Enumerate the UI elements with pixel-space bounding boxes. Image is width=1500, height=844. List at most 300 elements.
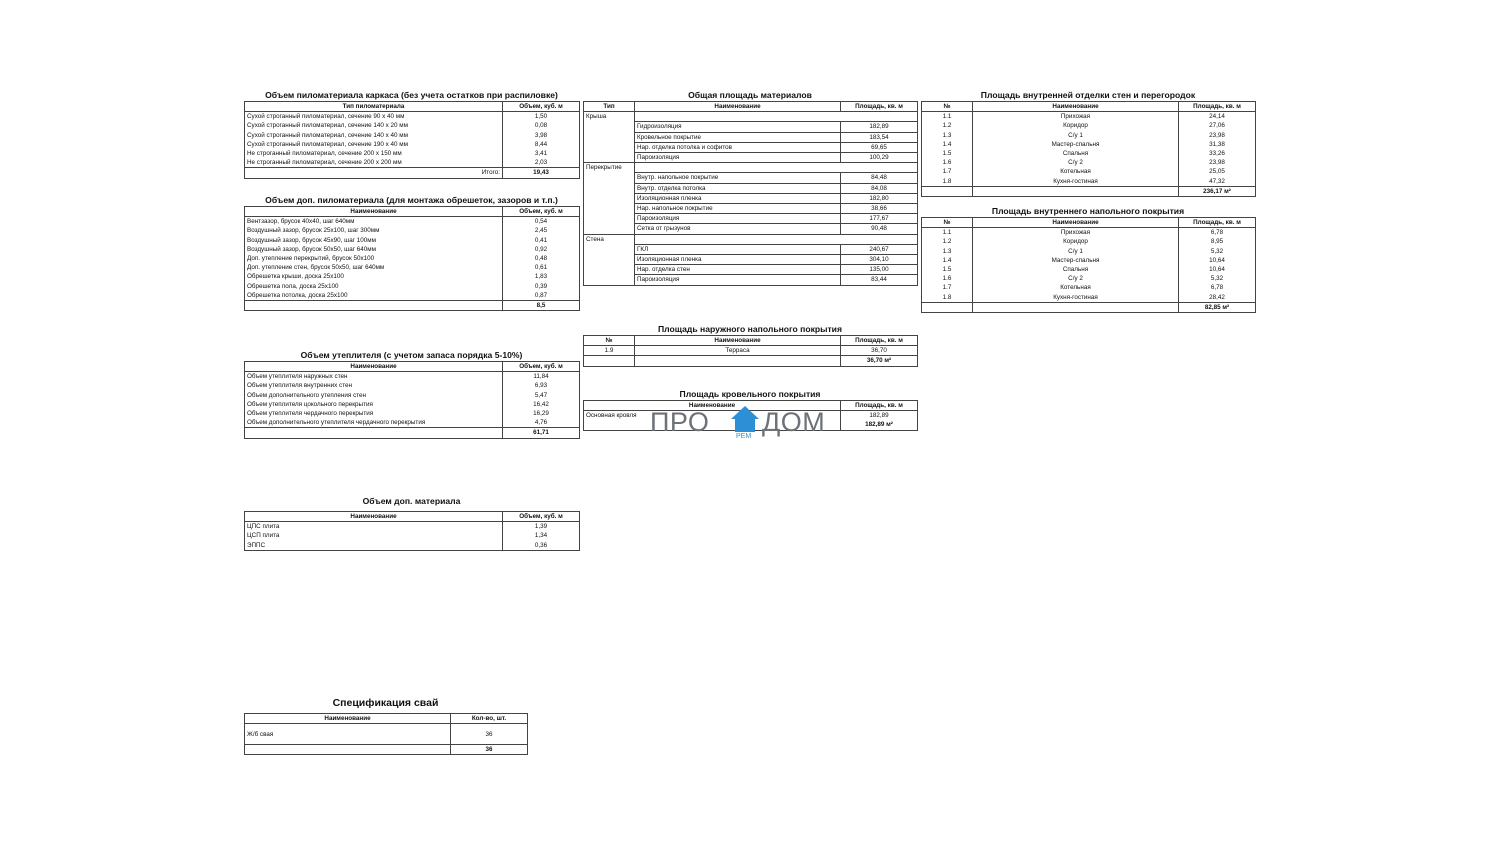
piles-table xyxy=(244,713,528,755)
cell-number: 1.5 xyxy=(922,265,973,274)
table-row xyxy=(584,142,918,152)
cell-value: 3,98 xyxy=(503,131,580,140)
column-header: Наименование xyxy=(245,714,451,724)
cell-name: Мастер-спальня xyxy=(973,256,1179,265)
table-row xyxy=(922,237,1256,246)
lumber-title: Объем пиломатериала каркаса (без учета остатков при распиловке) xyxy=(265,90,558,100)
cell-name: Вентзазор, брусок 40х40, шаг 640мм xyxy=(245,217,503,227)
cell-name: Объем утеплителя внутренних стен xyxy=(245,381,503,390)
total-value: 36 xyxy=(451,745,528,755)
table-row xyxy=(922,283,1256,292)
column-header: Площадь, кв. м xyxy=(1179,102,1256,112)
table-row xyxy=(922,121,1256,130)
cell-name: Спальня xyxy=(973,265,1179,274)
cell-name: Объем утеплителя наружных стен xyxy=(245,372,503,382)
total-value: 236,17 м² xyxy=(1179,186,1256,196)
cell-value: 0,36 xyxy=(503,541,580,551)
cell-name: Сухой строганный пиломатериал, сечение 140 х 20 мм xyxy=(245,121,503,130)
cell-name: Ж/б свая xyxy=(245,724,451,745)
cell-number: 1.8 xyxy=(922,177,973,187)
total-row xyxy=(922,302,1256,312)
interior-walls-rows xyxy=(922,112,1256,187)
cell-name: Пароизоляция xyxy=(635,275,841,285)
cell-number: 1.3 xyxy=(922,131,973,140)
table-row xyxy=(922,140,1256,149)
cell-value: 16,42 xyxy=(503,400,580,409)
table-row xyxy=(584,346,918,356)
table-row xyxy=(245,263,580,272)
table-header-row xyxy=(584,336,918,346)
insulation-title: Объем утеплителя (с учетом запаса порядка 5-10%) xyxy=(300,350,523,360)
group-spacer xyxy=(635,163,841,173)
table-row xyxy=(922,149,1256,158)
table-row xyxy=(245,149,580,158)
piles-rows xyxy=(245,724,528,745)
table-row xyxy=(245,531,580,540)
cell-name: Пароизоляция xyxy=(635,153,841,163)
type-spacer xyxy=(584,204,635,214)
column-header: Наименование xyxy=(635,336,841,346)
table-row xyxy=(922,228,1256,238)
outdoor-floor-title: Площадь наружного напольного покрытия xyxy=(658,324,842,334)
group-row xyxy=(584,163,918,173)
table-row xyxy=(245,282,580,291)
cell-name: Пароизоляция xyxy=(635,214,841,224)
logo-subtext: РЕМ xyxy=(736,433,752,440)
table-row xyxy=(245,245,580,254)
cell-value: 182,89 xyxy=(841,411,918,421)
table-row xyxy=(584,244,918,254)
cell-value: 0,48 xyxy=(503,254,580,263)
column-header: Кол-во, шт. xyxy=(451,714,528,724)
group-type: Стена xyxy=(584,234,635,244)
cell-value: 5,32 xyxy=(1179,274,1256,283)
cell-number: 1.7 xyxy=(922,283,973,292)
extra-lumber-section xyxy=(244,195,579,311)
lumber-section xyxy=(244,90,579,179)
table-row xyxy=(922,293,1256,303)
column-header: № xyxy=(584,336,635,346)
cell-name: Объем утеплителя цокольного перекрытия xyxy=(245,400,503,409)
cell-value: 182,89 xyxy=(841,122,918,132)
cell-name: Мастер-спальня xyxy=(973,140,1179,149)
column-header: Площадь, кв. м xyxy=(1179,218,1256,228)
interior-walls-section xyxy=(921,90,1255,197)
cell-value: 23,98 xyxy=(1179,131,1256,140)
column-header: Наименование xyxy=(245,362,503,372)
table-row xyxy=(922,177,1256,187)
cell-value: 28,42 xyxy=(1179,293,1256,303)
cell-name: ГКЛ xyxy=(635,244,841,254)
cell-value: 5,32 xyxy=(1179,247,1256,256)
group-type: Перекрытие xyxy=(584,163,635,173)
column-header: Площадь, кв. м xyxy=(841,336,918,346)
total-row xyxy=(245,168,580,178)
cell-value: 1,39 xyxy=(503,522,580,532)
cell-name: Внутр. напольное покрытие xyxy=(635,173,841,183)
cell-value: 2,03 xyxy=(503,158,580,168)
column-header: Площадь, кв. м xyxy=(841,102,918,112)
logo-text-right: ДОМ xyxy=(762,407,826,437)
cell-name: С/у 1 xyxy=(973,247,1179,256)
group-spacer xyxy=(841,234,918,244)
materials-area-section xyxy=(583,90,917,286)
type-spacer xyxy=(584,275,635,285)
cell-name: Нар. отделка потолка и софитов xyxy=(635,142,841,152)
cell-name: Прихожая xyxy=(973,112,1179,122)
interior-floor-section xyxy=(921,206,1255,313)
total-row xyxy=(584,356,918,366)
cell-number: 1.7 xyxy=(922,167,973,176)
column-header: Наименование xyxy=(245,207,503,217)
table-row xyxy=(245,372,580,382)
table-row xyxy=(245,291,580,301)
extra-material-section xyxy=(244,496,579,551)
cell-name: Сухой строганный пиломатериал, сечение 190 х 40 мм xyxy=(245,140,503,149)
cell-name: Объем дополнительного утеплителя чердачного перекрытия xyxy=(245,418,503,428)
group-spacer xyxy=(841,112,918,122)
total-spacer xyxy=(973,186,1179,196)
column-header: Наименование xyxy=(973,102,1179,112)
cell-name: Внутр. отделка потолка xyxy=(635,183,841,193)
cell-name: Терраса xyxy=(635,346,841,356)
group-row xyxy=(584,234,918,244)
table-row xyxy=(922,247,1256,256)
table-row xyxy=(584,193,918,203)
logo-text-left: ПРО xyxy=(650,407,710,437)
table-row xyxy=(245,541,580,551)
roof-covering-title: Площадь кровельного покрытия xyxy=(679,389,821,399)
total-spacer xyxy=(635,356,841,366)
cell-value: 6,78 xyxy=(1179,228,1256,238)
table-row xyxy=(245,226,580,235)
cell-name: Сетка от грызунов xyxy=(635,224,841,234)
cell-name: Объем утеплителя чердачного перекрытия xyxy=(245,409,503,418)
cell-value: 1,83 xyxy=(503,272,580,281)
cell-value: 1,34 xyxy=(503,531,580,540)
extra-material-rows xyxy=(245,522,580,551)
cell-value: 183,54 xyxy=(841,132,918,142)
extra-material-table xyxy=(244,511,580,551)
cell-name: Воздушный зазор, брусок 50х50, шаг 640мм xyxy=(245,245,503,254)
cell-value: 84,08 xyxy=(841,183,918,193)
type-spacer xyxy=(584,183,635,193)
materials-area-rows xyxy=(584,112,918,285)
table-row xyxy=(245,254,580,263)
cell-value: 33,26 xyxy=(1179,149,1256,158)
table-row xyxy=(584,275,918,285)
cell-value: 0,54 xyxy=(503,217,580,227)
cell-value: 240,67 xyxy=(841,244,918,254)
total-spacer xyxy=(922,186,973,196)
cell-name: Доп. утепление перекрытий, брусок 50х100 xyxy=(245,254,503,263)
table-row xyxy=(245,140,580,149)
cell-value: 23,98 xyxy=(1179,158,1256,167)
type-spacer xyxy=(584,244,635,254)
total-spacer xyxy=(245,301,503,311)
cell-value: 0,08 xyxy=(503,121,580,130)
cell-name: Кухня-гостиная xyxy=(973,293,1179,303)
table-row xyxy=(584,255,918,265)
cell-value: 16,29 xyxy=(503,409,580,418)
prodom-watermark-logo xyxy=(650,405,850,445)
cell-value: 0,92 xyxy=(503,245,580,254)
cell-name: С/у 2 xyxy=(973,274,1179,283)
total-spacer xyxy=(922,302,973,312)
interior-floor-table xyxy=(921,217,1256,313)
total-spacer xyxy=(973,302,1179,312)
table-row xyxy=(584,153,918,163)
insulation-table xyxy=(244,361,580,439)
cell-name: Нар. напольное покрытие xyxy=(635,204,841,214)
table-header-row xyxy=(922,102,1256,112)
column-header: Тип xyxy=(584,102,635,112)
cell-value: 69,65 xyxy=(841,142,918,152)
cell-value: 8,95 xyxy=(1179,237,1256,246)
cell-name: Котельная xyxy=(973,167,1179,176)
total-spacer xyxy=(245,428,503,438)
table-row xyxy=(245,381,580,390)
total-label: Итого: xyxy=(245,168,503,178)
cell-name: Объем дополнительного утепления стен xyxy=(245,391,503,400)
cell-name: Не строганный пиломатериал, сечение 200 х 200 мм xyxy=(245,158,503,168)
cell-name: Обрешетка потолка, доска 25х100 xyxy=(245,291,503,301)
total-value: 36,70 м² xyxy=(841,356,918,366)
table-row xyxy=(584,224,918,234)
cell-number: 1.5 xyxy=(922,149,973,158)
outdoor-floor-rows xyxy=(584,346,918,356)
extra-lumber-title: Объем доп. пиломатериала (для монтажа обрешеток, зазоров и т.п.) xyxy=(265,195,558,205)
interior-walls-table xyxy=(921,101,1256,197)
type-spacer xyxy=(584,132,635,142)
cell-name: Спальня xyxy=(973,149,1179,158)
cell-name: Обрешетка крыши, доска 25х100 xyxy=(245,272,503,281)
interior-floor-title: Площадь внутреннего напольного покрытия xyxy=(991,206,1185,216)
cell-name: ЭППС xyxy=(245,541,503,551)
cell-name: ЦПС плита xyxy=(245,522,503,532)
insulation-rows xyxy=(245,372,580,428)
cell-value: 1,50 xyxy=(503,112,580,122)
outdoor-floor-table xyxy=(583,335,918,367)
table-row xyxy=(584,204,918,214)
cell-name: Не строганный пиломатериал, сечение 200 х 150 мм xyxy=(245,149,503,158)
interior-floor-rows xyxy=(922,228,1256,303)
column-header: Объем, куб. м xyxy=(503,102,580,112)
cell-value: 0,39 xyxy=(503,282,580,291)
cell-value: 3,41 xyxy=(503,149,580,158)
group-spacer xyxy=(635,112,841,122)
cell-number: 1.6 xyxy=(922,158,973,167)
cell-name: Изоляционная пленка xyxy=(635,255,841,265)
total-spacer xyxy=(245,745,451,755)
column-header: Наименование xyxy=(245,512,503,522)
cell-value: 36 xyxy=(451,724,528,745)
materials-area-table xyxy=(583,101,918,286)
table-row xyxy=(245,391,580,400)
cell-number: 1.2 xyxy=(922,121,973,130)
cell-number: 1.3 xyxy=(922,247,973,256)
lumber-rows xyxy=(245,112,580,168)
table-row xyxy=(245,272,580,281)
cell-value: 25,05 xyxy=(1179,167,1256,176)
table-row xyxy=(245,236,580,245)
cell-number: 1.8 xyxy=(922,293,973,303)
cell-number: 1.1 xyxy=(922,228,973,238)
group-spacer xyxy=(841,163,918,173)
total-row xyxy=(922,186,1256,196)
cell-name: Прихожая xyxy=(973,228,1179,238)
type-spacer xyxy=(584,193,635,203)
table-row xyxy=(245,131,580,140)
cell-value: 6,78 xyxy=(1179,283,1256,292)
table-row xyxy=(584,265,918,275)
table-row xyxy=(584,132,918,142)
cell-name: Коридор xyxy=(973,121,1179,130)
cell-value: 31,38 xyxy=(1179,140,1256,149)
cell-name: Изоляционная пленка xyxy=(635,193,841,203)
column-header: № xyxy=(922,102,973,112)
table-row xyxy=(245,158,580,168)
table-row xyxy=(245,112,580,122)
cell-value: 24,14 xyxy=(1179,112,1256,122)
cell-value: 2,45 xyxy=(503,226,580,235)
cell-name: С/у 1 xyxy=(973,131,1179,140)
total-row xyxy=(245,745,528,755)
cell-name: Сухой строганный пиломатериал, сечение 90 х 40 мм xyxy=(245,112,503,122)
table-row xyxy=(245,724,528,745)
materials-area-title: Общая площадь материалов xyxy=(688,90,812,100)
table-row xyxy=(245,522,580,532)
cell-value: 10,64 xyxy=(1179,265,1256,274)
cell-value: 36,70 xyxy=(841,346,918,356)
table-row xyxy=(922,256,1256,265)
cell-value: 4,76 xyxy=(503,418,580,428)
group-row xyxy=(584,112,918,122)
piles-section xyxy=(244,696,527,755)
table-row xyxy=(245,400,580,409)
cell-value: 0,41 xyxy=(503,236,580,245)
cell-name: Основная кровля xyxy=(584,411,841,421)
cell-name: ЦСП плита xyxy=(245,531,503,540)
total-value: 82,85 м² xyxy=(1179,302,1256,312)
type-spacer xyxy=(584,122,635,132)
cell-value: 0,61 xyxy=(503,263,580,272)
group-type: Крыша xyxy=(584,112,635,122)
cell-value: 47,32 xyxy=(1179,177,1256,187)
table-row xyxy=(922,167,1256,176)
table-header-row xyxy=(922,218,1256,228)
table-row xyxy=(922,112,1256,122)
table-header-row xyxy=(245,714,528,724)
table-row xyxy=(922,265,1256,274)
table-row xyxy=(584,122,918,132)
table-header-row xyxy=(245,512,580,522)
cell-number: 1.6 xyxy=(922,274,973,283)
table-row xyxy=(922,158,1256,167)
cell-value: 90,48 xyxy=(841,224,918,234)
total-value: 19,43 xyxy=(503,168,580,178)
type-spacer xyxy=(584,224,635,234)
outdoor-floor-section xyxy=(583,324,917,367)
column-header: Наименование xyxy=(635,102,841,112)
cell-number: 1.4 xyxy=(922,256,973,265)
table-header-row xyxy=(245,207,580,217)
table-header-row xyxy=(245,362,580,372)
cell-value: 84,48 xyxy=(841,173,918,183)
table-header-row xyxy=(245,102,580,112)
piles-title: Спецификация свай xyxy=(332,697,439,709)
cell-name: Сухой строганный пиломатериал, сечение 140 х 40 мм xyxy=(245,131,503,140)
interior-walls-title: Площадь внутренней отделки стен и перегородок xyxy=(980,90,1196,100)
cell-name: Обрешетка пола, доска 25х100 xyxy=(245,282,503,291)
insulation-section xyxy=(244,350,579,439)
cell-number: 1.2 xyxy=(922,237,973,246)
cell-value: 304,10 xyxy=(841,255,918,265)
column-header: Тип пиломатериала xyxy=(245,102,503,112)
total-value: 182,89 м² xyxy=(841,420,918,430)
column-header: Наименование xyxy=(584,401,841,411)
type-spacer xyxy=(584,255,635,265)
cell-value: 0,87 xyxy=(503,291,580,301)
cell-number: 1.1 xyxy=(922,112,973,122)
cell-value: 83,44 xyxy=(841,275,918,285)
cell-value: 8,44 xyxy=(503,140,580,149)
cell-name: Гидроизоляция xyxy=(635,122,841,132)
table-row xyxy=(245,409,580,418)
extra-lumber-table xyxy=(244,206,580,311)
cell-number: 1.4 xyxy=(922,140,973,149)
column-header: Площадь, кв. м xyxy=(841,401,918,411)
cell-name: Коридор xyxy=(973,237,1179,246)
cell-value: 6,93 xyxy=(503,381,580,390)
extra-material-title: Объем доп. материала xyxy=(362,496,461,506)
total-value: 61,71 xyxy=(503,428,580,438)
cell-name: Кровельное покрытие xyxy=(635,132,841,142)
table-row xyxy=(245,121,580,130)
table-row xyxy=(584,183,918,193)
cell-value: 10,64 xyxy=(1179,256,1256,265)
total-value: 8,5 xyxy=(503,301,580,311)
cell-value: 27,06 xyxy=(1179,121,1256,130)
cell-name: Воздушный зазор, брусок 25х100, шаг 300мм xyxy=(245,226,503,235)
column-header: Объем, куб. м xyxy=(503,362,580,372)
table-row xyxy=(922,274,1256,283)
table-row xyxy=(584,214,918,224)
table-row xyxy=(584,173,918,183)
cell-value: 11,84 xyxy=(503,372,580,382)
column-header: Объем, куб. м xyxy=(503,512,580,522)
cell-name: Доп. утепление стен, брусок 50х50, шаг 640мм xyxy=(245,263,503,272)
cell-value: 177,67 xyxy=(841,214,918,224)
type-spacer xyxy=(584,265,635,275)
table-row xyxy=(922,131,1256,140)
lumber-table xyxy=(244,101,580,179)
total-row xyxy=(245,428,580,438)
extra-lumber-rows xyxy=(245,217,580,301)
house-icon xyxy=(730,405,760,433)
cell-name: С/у 2 xyxy=(973,158,1179,167)
cell-value: 5,47 xyxy=(503,391,580,400)
cell-value: 182,80 xyxy=(841,193,918,203)
table-row xyxy=(245,217,580,227)
cell-name: Котельная xyxy=(973,283,1179,292)
total-spacer xyxy=(584,356,635,366)
table-header-row xyxy=(584,102,918,112)
cell-name: Кухня-гостиная xyxy=(973,177,1179,187)
column-header: Объем, куб. м xyxy=(503,207,580,217)
table-row xyxy=(245,418,580,428)
cell-name: Воздушный зазор, брусок 45х90, шаг 100мм xyxy=(245,236,503,245)
